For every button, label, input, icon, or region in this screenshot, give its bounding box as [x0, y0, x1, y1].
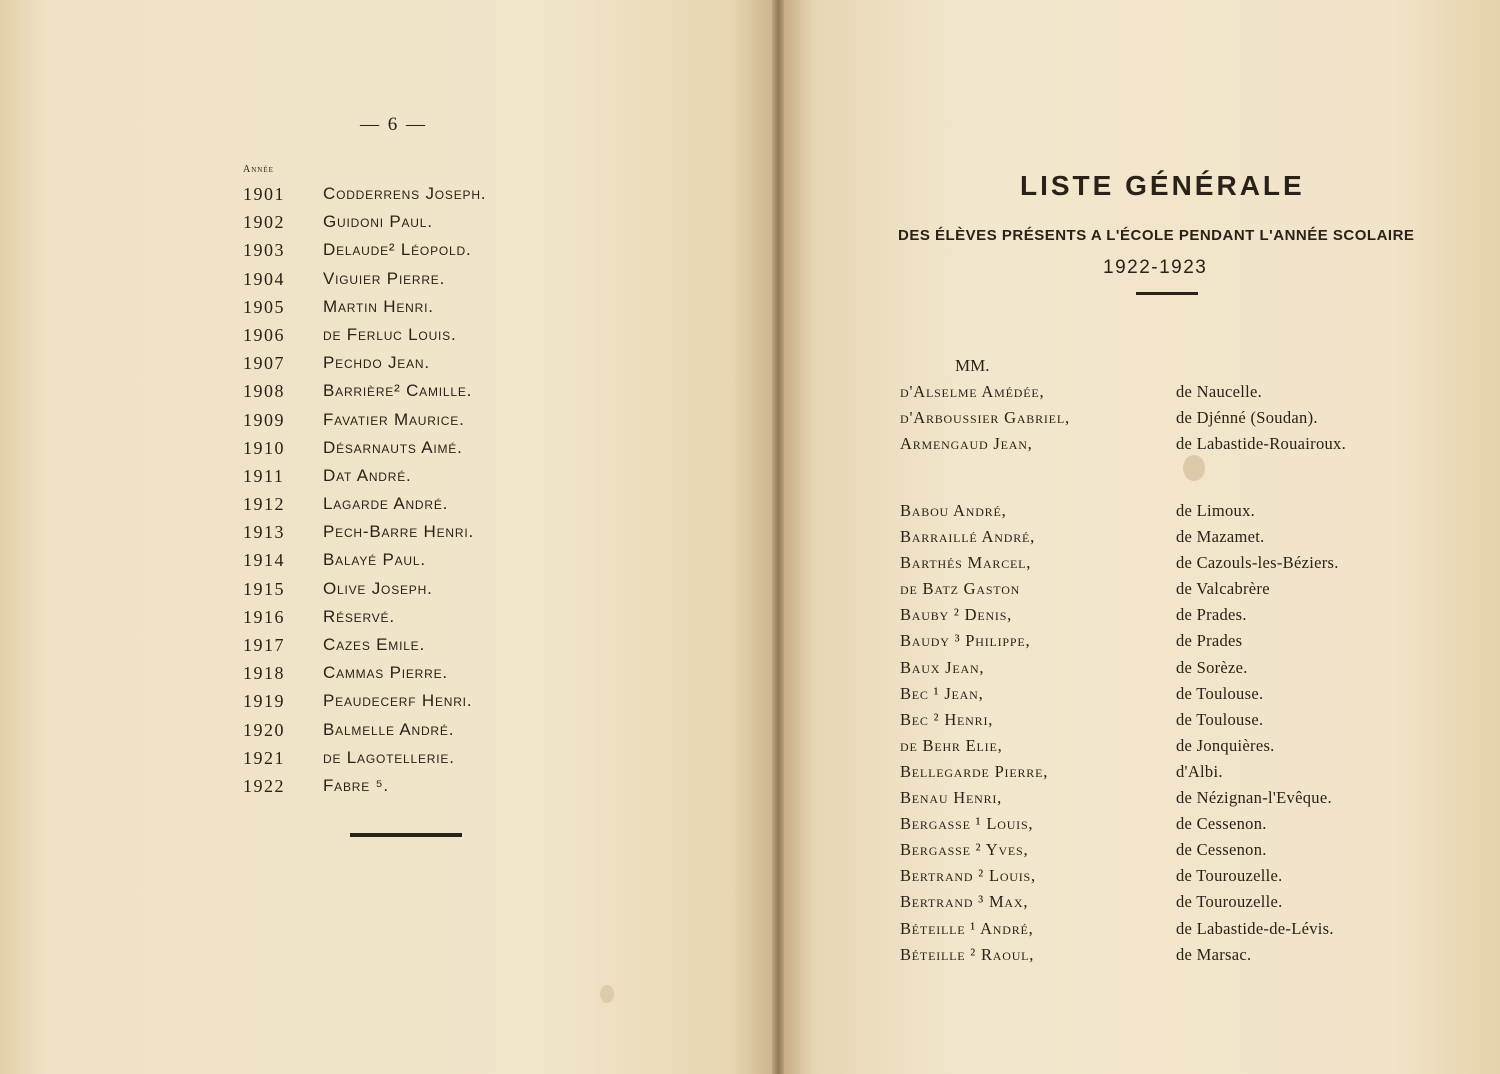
- student-name: Bec ¹ Jean,: [900, 683, 984, 703]
- end-rule: [350, 833, 462, 837]
- student-name: Bertrand ³ Max,: [900, 892, 1029, 912]
- paper-stain: [600, 985, 614, 1003]
- student-origin: de Tourouzelle.: [1176, 866, 1283, 886]
- student-name: Armengaud Jean,: [900, 434, 1033, 454]
- student-name: Béteille ² Raoul,: [900, 944, 1035, 964]
- page-title: LISTE GÉNÉRALE: [1020, 170, 1305, 201]
- laureate-name: Pechdo Jean.: [323, 353, 430, 373]
- student-origin: de Cessenon.: [1176, 814, 1267, 834]
- student-origin: de Labastide-Rouairoux.: [1176, 434, 1347, 454]
- student-name: de Behr Elie,: [900, 735, 1003, 755]
- laureate-name: Désarnauts Aimé.: [323, 437, 463, 457]
- student-name: Béteille ¹ André,: [900, 918, 1034, 938]
- student-origin: d'Albi.: [1176, 761, 1223, 781]
- student-name: Bauby ² Denis,: [900, 605, 1013, 625]
- laureate-name: Lagarde André.: [323, 494, 449, 514]
- student-name: Barraillé André,: [900, 527, 1036, 547]
- year-label: 1911: [243, 465, 285, 486]
- year-label: 1910: [243, 437, 285, 458]
- student-origin: de Sorèze.: [1176, 657, 1248, 677]
- student-origin: de Cessenon.: [1176, 840, 1267, 860]
- year-label: 1922: [243, 775, 285, 796]
- student-name: Babou André,: [900, 501, 1007, 520]
- student-origin: de Toulouse.: [1176, 683, 1264, 703]
- laureate-name: Codderrens Joseph.: [323, 184, 487, 203]
- laureate-name: de Lagotellerie.: [323, 747, 455, 767]
- year-label: 1914: [243, 550, 285, 571]
- laureate-name: Viguier Pierre.: [323, 268, 446, 288]
- year-label: 1917: [243, 635, 285, 655]
- laureate-name: Dat André.: [323, 465, 412, 485]
- year-label: 1901: [243, 184, 285, 204]
- student-origin: de Prades: [1176, 631, 1243, 651]
- year-label: 1902: [243, 212, 285, 233]
- salutation: MM.: [955, 356, 990, 375]
- laureate-name: Barrière² Camille.: [323, 381, 473, 401]
- student-name: de Batz Gaston: [900, 579, 1021, 599]
- year-label: 1918: [243, 663, 285, 684]
- laureate-name: Peaudecerf Henri.: [323, 691, 473, 711]
- page-subtitle: DES ÉLÈVES PRÉSENTS A L'ÉCOLE PENDANT L'ANNÉE SCOLAIRE: [898, 227, 1415, 244]
- paper-stain: [1183, 455, 1205, 481]
- laureate-name: Cazes Emile.: [323, 635, 426, 654]
- student-name: Barthés Marcel,: [900, 553, 1032, 573]
- laureate-name: de Ferluc Louis.: [323, 324, 457, 344]
- laureate-name: Fabre ⁵.: [323, 775, 389, 795]
- student-name: Baudy ³ Philippe,: [900, 631, 1031, 651]
- year-label: 1904: [243, 268, 285, 289]
- year-label: 1905: [243, 296, 285, 317]
- student-name: Bergasse ¹ Louis,: [900, 814, 1034, 834]
- year-label: 1908: [243, 381, 285, 402]
- year-label: 1920: [243, 719, 285, 740]
- student-name: Bertrand ² Louis,: [900, 866, 1036, 886]
- student-name: Bergasse ² Yves,: [900, 840, 1029, 860]
- student-origin: de Jonquières.: [1176, 735, 1275, 755]
- year-label: 1913: [243, 522, 285, 543]
- laureate-name: Balayé Paul.: [323, 550, 426, 570]
- student-name: d'Arboussier Gabriel,: [900, 408, 1070, 428]
- year-column-header: Année: [243, 164, 274, 175]
- laureate-name: Cammas Pierre.: [323, 663, 448, 683]
- student-origin: de Nézignan-l'Evêque.: [1176, 788, 1332, 808]
- student-origin: de Tourouzelle.: [1176, 892, 1283, 912]
- year-label: 1919: [243, 691, 285, 712]
- student-origin: de Mazamet.: [1176, 527, 1265, 547]
- year-label: 1912: [243, 494, 285, 515]
- year-label: 1916: [243, 606, 285, 627]
- student-name: Benau Henri,: [900, 788, 1003, 808]
- laureate-name: Balmelle André.: [323, 719, 455, 739]
- year-label: 1915: [243, 578, 285, 599]
- laureate-name: Martin Henri.: [323, 296, 434, 316]
- student-origin: de Marsac.: [1176, 944, 1252, 964]
- laureate-name: Olive Joseph.: [323, 578, 433, 598]
- student-origin: de Naucelle.: [1176, 382, 1263, 401]
- page-number: — 6 —: [360, 114, 427, 135]
- student-origin: de Prades.: [1176, 605, 1247, 625]
- student-name: d'Alselme Amédée,: [900, 382, 1045, 401]
- student-origin: de Cazouls-les-Béziers.: [1176, 553, 1339, 573]
- year-label: 1921: [243, 747, 285, 768]
- student-origin: de Toulouse.: [1176, 709, 1264, 729]
- student-name: Baux Jean,: [900, 657, 985, 677]
- year-label: 1907: [243, 353, 285, 374]
- laureate-name: Pech-Barre Henri.: [323, 522, 475, 542]
- title-rule: [1136, 292, 1198, 295]
- student-name: Bec ² Henri,: [900, 709, 994, 729]
- school-year: 1922-1923: [1103, 257, 1208, 278]
- year-label: 1909: [243, 409, 285, 430]
- student-name: Bellegarde Pierre,: [900, 761, 1049, 781]
- student-origin: de Valcabrère: [1176, 579, 1270, 599]
- year-label: 1906: [243, 324, 285, 345]
- book-gutter: [772, 0, 784, 1074]
- laureate-name: Favatier Maurice.: [323, 409, 465, 429]
- laureate-name: Guidoni Paul.: [323, 212, 433, 232]
- year-label: 1903: [243, 240, 285, 261]
- right-page: [778, 0, 1500, 1074]
- laureate-name: Réservé.: [323, 606, 395, 626]
- student-origin: de Djénné (Soudan).: [1176, 408, 1318, 428]
- laureate-name: Delaude² Léopold.: [323, 240, 472, 260]
- student-origin: de Limoux.: [1176, 501, 1256, 520]
- student-origin: de Labastide-de-Lévis.: [1176, 918, 1334, 938]
